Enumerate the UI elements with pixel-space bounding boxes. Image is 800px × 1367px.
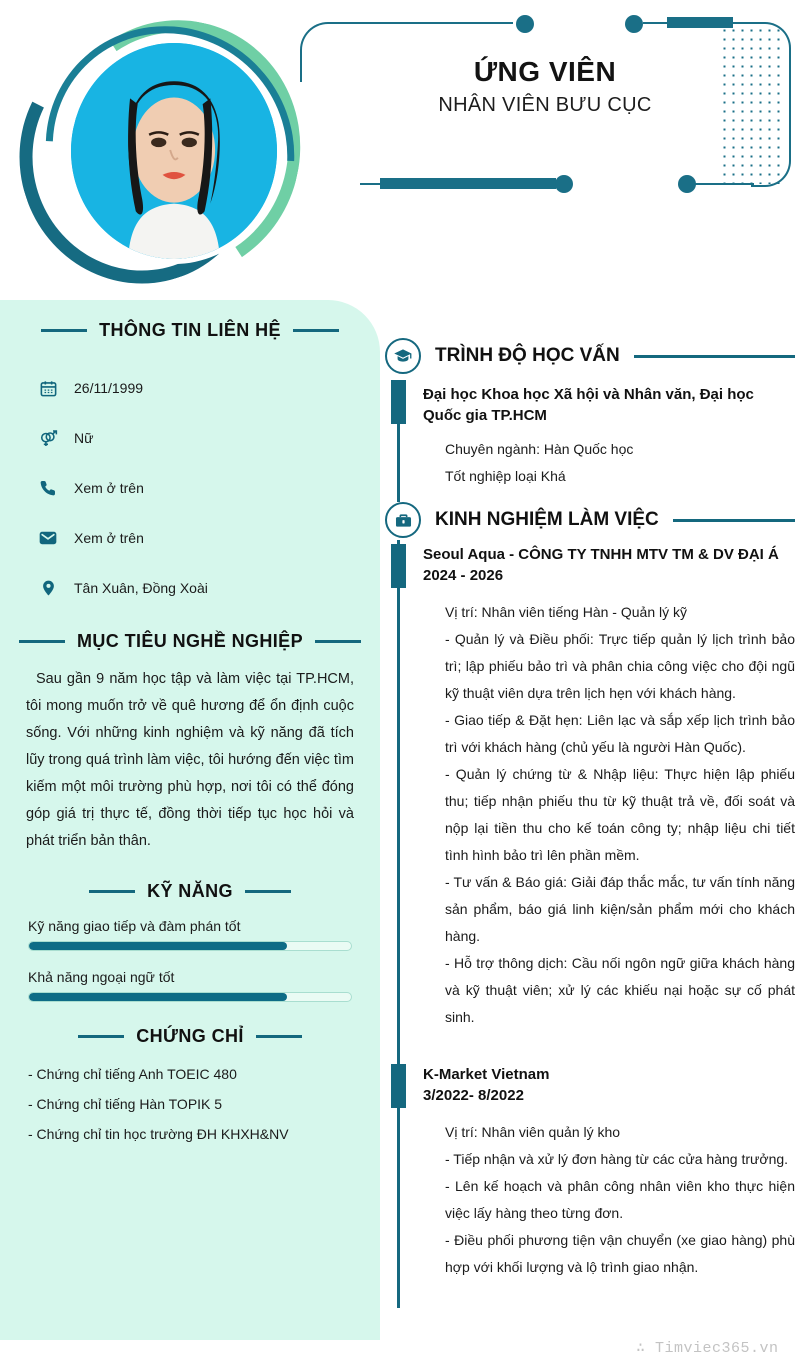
contact-item-email <box>38 513 380 563</box>
divider-right <box>315 640 361 643</box>
skill-label: Khả năng ngoại ngữ tốt <box>28 969 175 985</box>
contact-value: Tân Xuân, Đồng Xoài <box>74 580 208 596</box>
contact-value: Xem ở trên <box>74 530 144 546</box>
job-line: - Hỗ trợ thông dịch: Cầu nối ngôn ngữ giữa khách hàng và kỹ thuật viên; xử lý các khiếu nại hoặc sự cố phát sinh. <box>445 955 795 1025</box>
experience-section-header <box>385 500 795 540</box>
divider-right <box>256 1035 302 1038</box>
divider-left <box>78 1035 124 1038</box>
contact-section-header <box>0 320 380 341</box>
certificate-item: - Chứng chỉ tiếng Hàn TOPIK 5 <box>28 1096 223 1112</box>
job-description <box>423 1119 795 1281</box>
briefcase-icon <box>385 502 421 538</box>
job-line: - Quản lý và Điều phối: Trực tiếp quản lý lịch trình bảo trì; lập phiếu bảo trì và phân chia công việc cho đội ngũ kỹ thuật viên dựa trên lịch hẹn với khách hàng. <box>445 631 795 701</box>
cv-header <box>0 0 800 300</box>
contact-value: 26/11/1999 <box>74 380 144 396</box>
objective-section-header <box>0 631 380 652</box>
skills-list <box>28 918 352 1002</box>
job-line: - Điều phối phương tiện vận chuyển (xe giao hàng) phù hợp với khối lượng và lộ trình giao nhận. <box>445 1232 795 1275</box>
skill-progress-track <box>28 992 352 1002</box>
job-line: - Quản lý chứng từ & Nhập liệu: Thực hiện lập phiếu thu; tiếp nhận phiếu thu từ kỹ thuật trả về, đối soát và nộp lại tiền thu cho kế toán công ty; nhập liệu chi tiết tình hình bảo trì lên phần mềm. <box>445 766 795 863</box>
frame-dot-3 <box>555 175 573 193</box>
frame-bar-bottom <box>380 178 556 189</box>
education-major: Chuyên ngành: Hàn Quốc học <box>445 441 634 457</box>
education-section-header <box>385 336 795 376</box>
job-entry <box>385 1060 795 1310</box>
location-pin-icon <box>38 578 58 598</box>
sidebar <box>0 300 380 1340</box>
phone-icon <box>38 478 58 498</box>
certificate-item: - Chứng chỉ tiếng Anh TOEIC 480 <box>28 1066 237 1082</box>
divider-right <box>673 519 795 522</box>
contact-item-phone <box>38 463 380 513</box>
job-line: - Tiếp nhận và xử lý đơn hàng từ các cửa hàng trưởng. <box>445 1151 789 1167</box>
contact-list <box>0 363 380 613</box>
candidate-role: NHÂN VIÊN BƯU CỤC <box>438 94 652 116</box>
objective-title: MỤC TIÊU NGHỀ NGHIỆP <box>76 631 303 651</box>
education-title: TRÌNH ĐỘ HỌC VẤN <box>435 345 620 366</box>
contact-item-location <box>38 563 380 613</box>
divider-left <box>19 640 65 643</box>
divider-right <box>634 355 795 358</box>
job-line: - Tư vấn & Báo giá: Giải đáp thắc mắc, tư vấn tính năng sản phẩm, báo giá linh kiện/sản phẩm mới cho khách hàng. <box>445 874 795 944</box>
skills-section-header <box>0 881 380 902</box>
job-date: 3/2022- 8/2022 <box>423 1087 524 1104</box>
contact-item-gender <box>38 413 380 463</box>
calendar-icon <box>38 378 58 398</box>
skills-title: KỸ NĂNG <box>147 881 233 901</box>
experience-title: KINH NGHIỆM LÀM VIỆC <box>435 509 659 530</box>
contact-item-birthdate <box>38 363 380 413</box>
contact-value: Nữ <box>74 430 94 446</box>
job-entry <box>385 540 795 1060</box>
gender-icon <box>38 428 58 448</box>
candidate-name: ỨNG VIÊN <box>473 56 617 87</box>
divider-right <box>245 890 291 893</box>
frame-dot-2 <box>625 15 643 33</box>
contact-title: THÔNG TIN LIÊN HỆ <box>99 320 281 340</box>
divider-left <box>89 890 135 893</box>
job-line: - Lên kế hoạch và phân công nhân viên kho thực hiện việc lấy hàng theo từng đơn. <box>445 1178 795 1221</box>
certificates-section-header <box>0 1026 380 1047</box>
skill-item <box>28 969 352 1002</box>
education-entry <box>385 376 795 494</box>
email-icon <box>38 528 58 548</box>
objective-text: Sau gần 9 năm học tập và làm việc tại TP.HCM, tôi mong muốn trở về quê hương để ổn định cuộc sống. Với những kinh nghiệm và kỹ năng đã tích lũy trong quá trình làm việc, tôi hướng đến việc tìm kiếm một môi trường phù hợp, nơi tôi có thể đóng góp giá trị thực tế, đồng thời tiếp tục học hỏi và phát triển bản thân. <box>26 671 354 849</box>
graduation-cap-icon <box>385 338 421 374</box>
frame-line-bottom-right <box>694 183 754 185</box>
job-line: - Giao tiếp & Đặt hẹn: Liên lạc và sắp xếp lịch trình bảo trì với khách hàng (chủ yếu là người Hàn Quốc). <box>445 712 795 755</box>
profile-photo-block <box>18 14 298 289</box>
watermark: ∴ Timviec365.vn <box>636 1340 779 1357</box>
job-line: Vị trí: Nhân viên quản lý kho <box>445 1124 621 1140</box>
job-date: 2024 - 2026 <box>423 567 504 584</box>
skill-item <box>28 918 352 951</box>
skill-progress-track <box>28 941 352 951</box>
job-company: K-Market Vietnam <box>423 1066 550 1083</box>
timeline-marker <box>391 1064 406 1108</box>
job-line: Vị trí: Nhân viên tiếng Hàn - Quản lý kỹ <box>445 604 687 620</box>
contact-value: Xem ở trên <box>74 480 144 496</box>
job-description <box>423 599 795 1031</box>
frame-line-top-left <box>328 22 513 24</box>
title-frame <box>300 14 790 199</box>
main-column <box>385 336 795 1310</box>
avatar <box>66 38 282 264</box>
education-school: Đại học Khoa học Xã hội và Nhân văn, Đại học Quốc gia TP.HCM <box>423 386 754 424</box>
education-grade: Tốt nghiệp loại Khá <box>445 468 566 484</box>
certificates-list <box>28 1059 352 1149</box>
divider-left <box>41 329 87 332</box>
timeline-marker <box>391 544 406 588</box>
skill-label: Kỹ năng giao tiếp và đàm phán tốt <box>28 918 241 934</box>
frame-dot-1 <box>516 15 534 33</box>
skill-progress-fill <box>29 993 287 1001</box>
divider-right <box>293 329 339 332</box>
certificate-item: - Chứng chỉ tin học trường ĐH KHXH&NV <box>28 1126 289 1142</box>
timeline-marker <box>391 380 406 424</box>
certificates-title: CHỨNG CHỈ <box>136 1026 244 1046</box>
job-company: Seoul Aqua - CÔNG TY TNHH MTV TM & DV ĐẠI Á <box>423 546 779 563</box>
skill-progress-fill <box>29 942 287 950</box>
timeline-line <box>397 540 400 1060</box>
